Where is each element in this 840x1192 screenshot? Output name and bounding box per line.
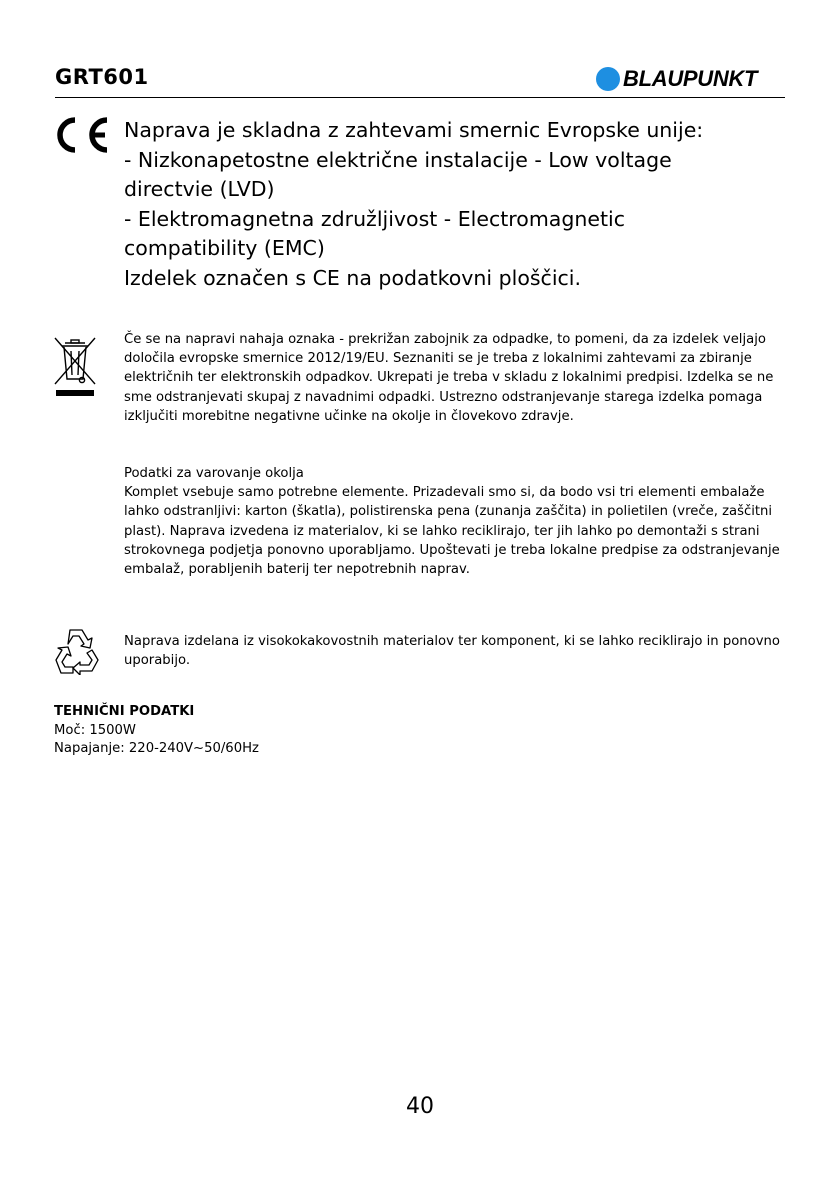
- environment-paragraph: Komplet vsebuje samo potrebne elemente. Prizadevali smo si, da bodo vsi tri elementi embalaže lahko odstranljivi: karton (škatla), polistirenska pena (zunanja zaščita) in polietilen (vreče, zaščitni plast). Naprava izvedena iz materialov, ki se lahko reciklirajo, ter jih lahko po demontaži s strani strokovnega podjetja ponovno uporabljamo. Upoštevati je treba lokalne predpise za odstranjevanje embalaž, porabljenih baterij ter nepotrebnih naprav.: [124, 485, 780, 578]
- crossed-bin-icon: [51, 335, 99, 397]
- recycle-icon: [52, 627, 102, 675]
- ce-line: - Elektromagnetna združljivost - Electromagnetic: [124, 206, 625, 231]
- ce-line: Izdelek označen s CE na podatkovni ploščici.: [124, 265, 581, 290]
- brand-logo: [596, 64, 757, 94]
- ce-compliance-text: [124, 116, 804, 293]
- brand-name: BLAUPUNKT: [623, 66, 758, 91]
- weee-paragraph: Če se na napravi nahaja oznaka - prekrižan zabojnik za odpadke, to pomeni, da za izdelek veljajo določila evropske smernice 2012/19/EU. Seznaniti se je treba z lokalnimi zahtevami za zbiranje električnih ter elektronskih odpadkov. Ukrepati je treba v skladu z lokalnimi predpisi. Izdelka se ne sme odstranjevati skupaj z navadnimi odpadki. Ustrezno odstranjevanje starega izdelka pomaga izključiti morebitne negativne učinke na okolje in človekovo zdravje.: [124, 332, 774, 424]
- environment-section: [124, 464, 789, 579]
- ce-line: compatibility (EMC): [124, 236, 325, 260]
- page-number: 40: [406, 1094, 434, 1119]
- ce-line: Naprava je skladna z zahtevami smernic Evropske unije:: [124, 118, 704, 142]
- environment-title: Podatki za varovanje okolja: [124, 466, 304, 481]
- technical-data: [54, 703, 454, 759]
- supply-spec: Napajanje: 220-240V~50/60Hz: [54, 741, 259, 756]
- power-spec: Moč: 1500W: [54, 722, 136, 738]
- ce-mark-icon: [50, 117, 110, 153]
- recycle-paragraph: Naprava izdelana iz visokokakovostnih materialov ter komponent, ki se lahko reciklirajo in ponovno uporabijo.: [124, 634, 780, 669]
- header-divider: [55, 97, 785, 98]
- ce-line: directvie (LVD): [124, 177, 275, 201]
- technical-title: TEHNIČNI PODATKI: [54, 704, 195, 719]
- model-title: GRT601: [55, 65, 149, 89]
- brand-dot-icon: [596, 67, 620, 91]
- ce-line: - Nizkonapetostne električne instalacije - Low voltage: [124, 147, 672, 172]
